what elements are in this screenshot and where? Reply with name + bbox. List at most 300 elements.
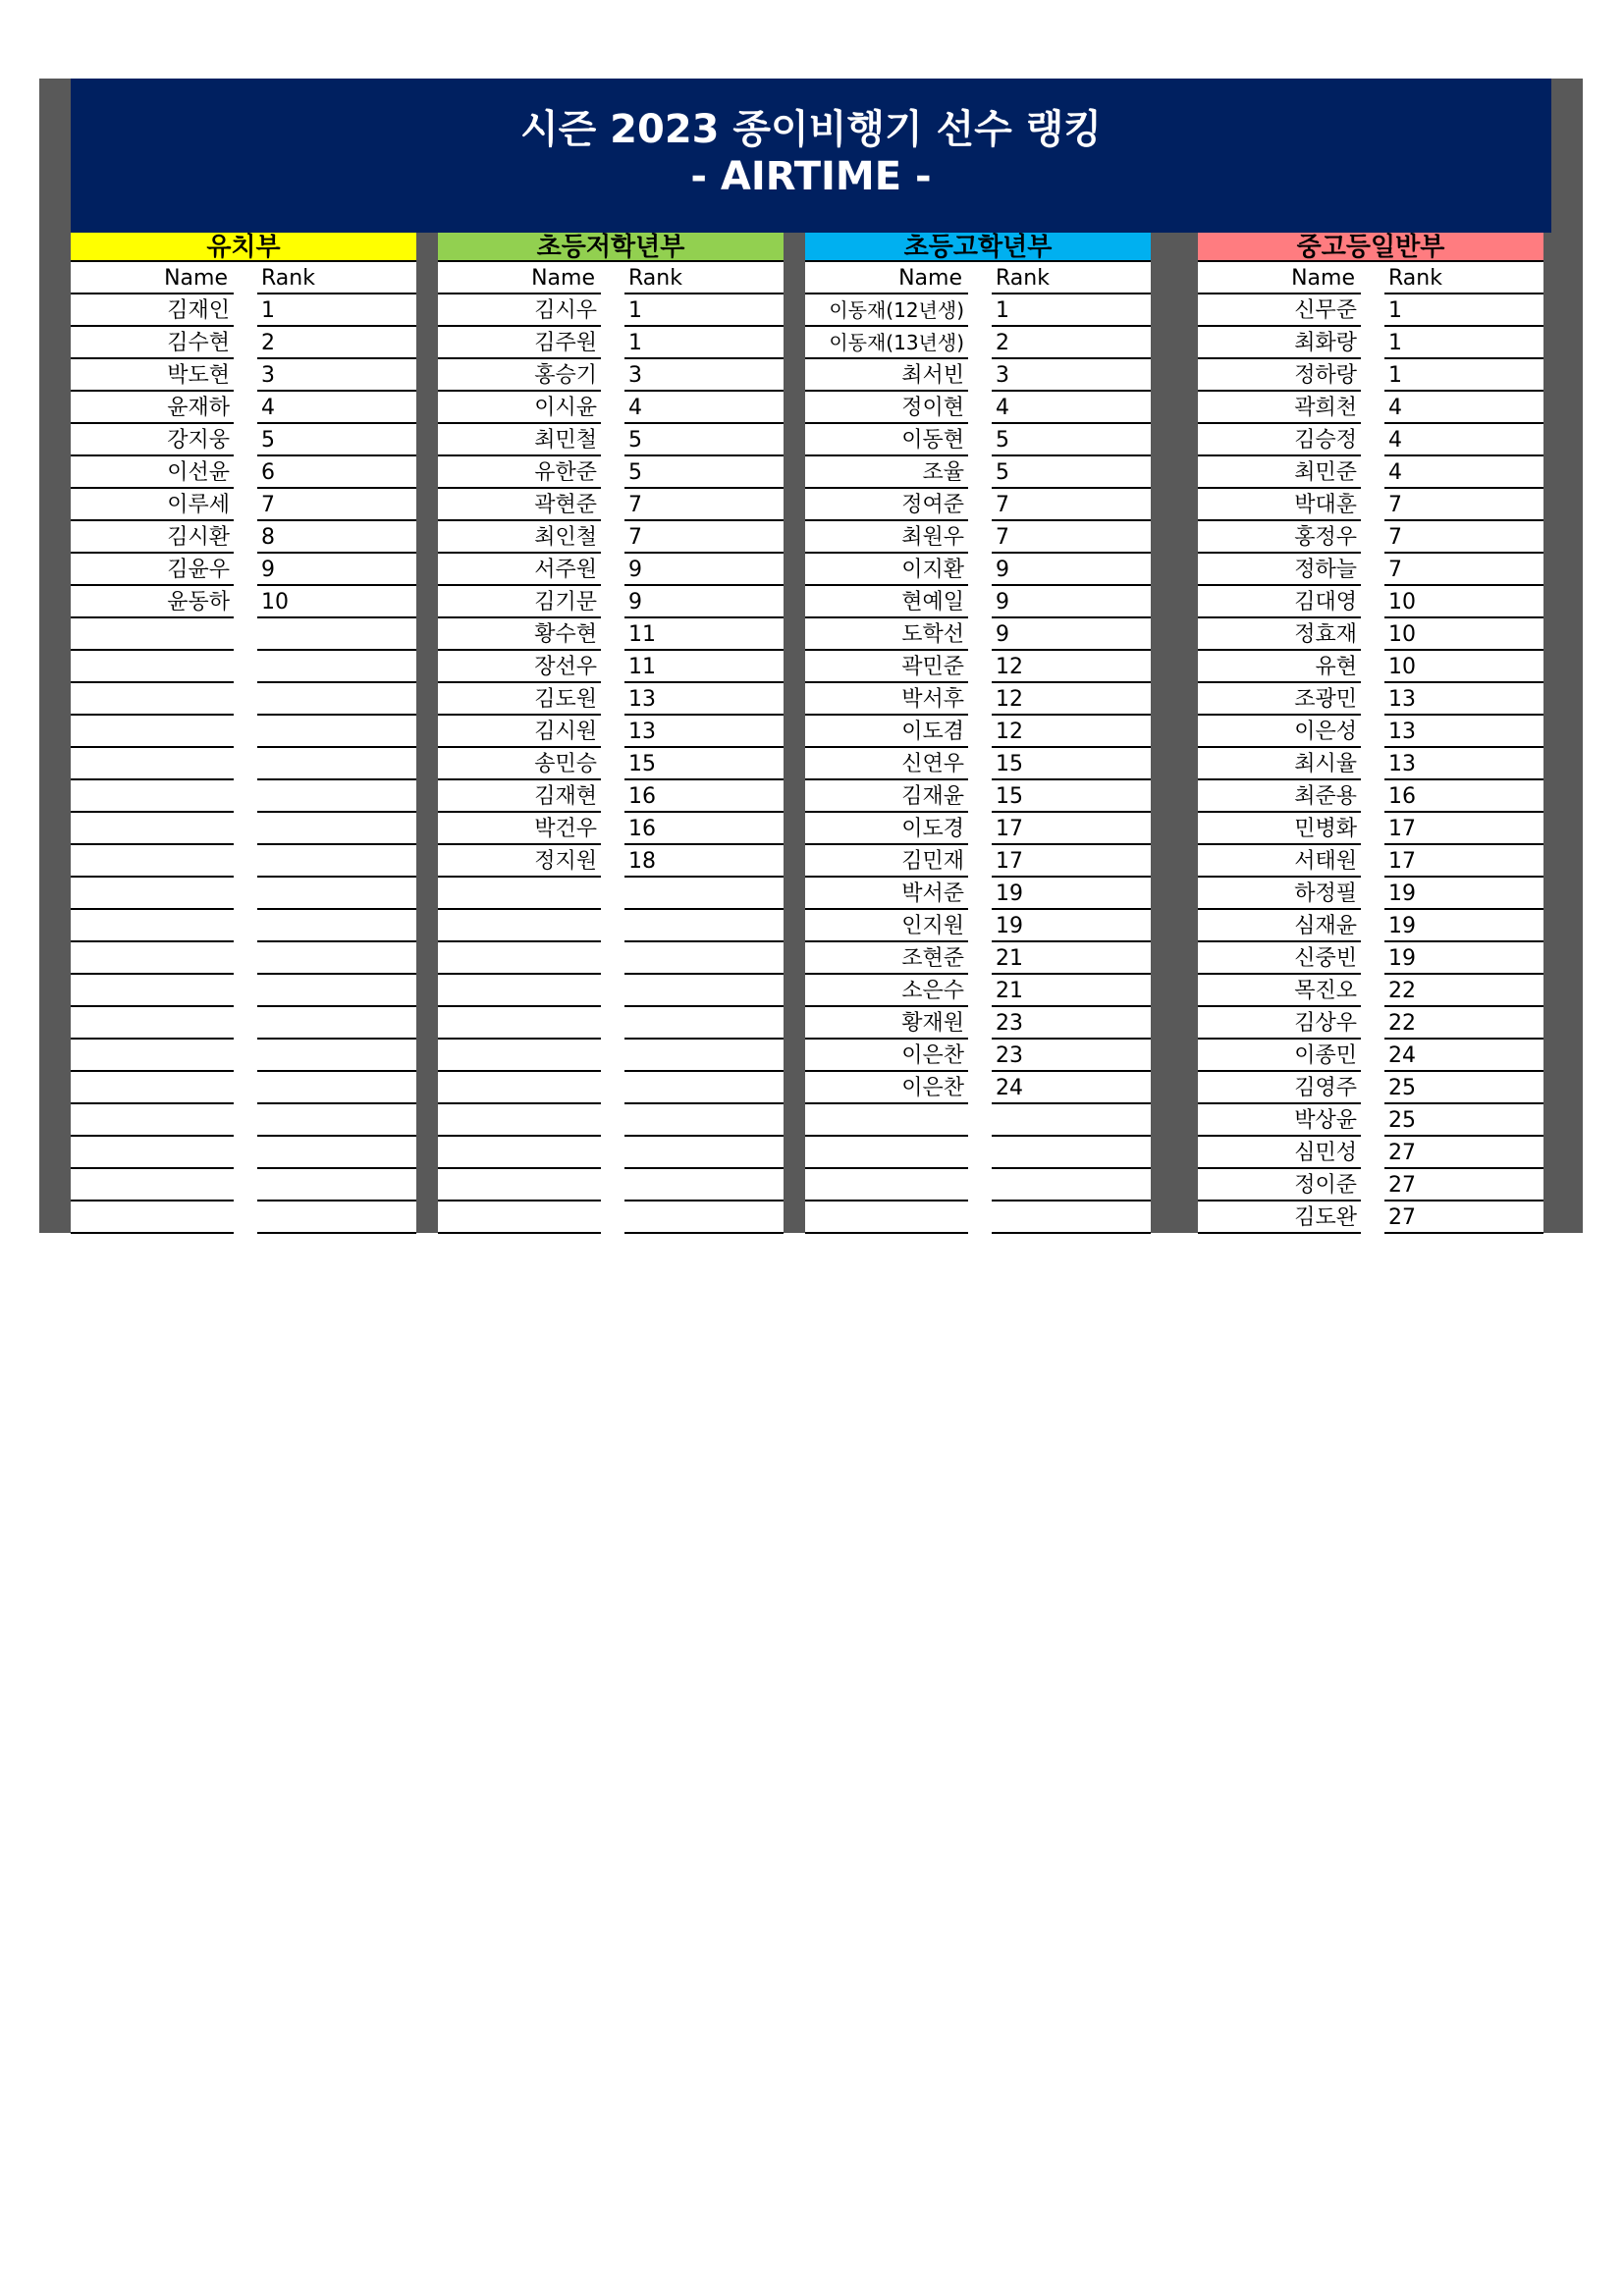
rank-column-header: Rank [1384, 262, 1543, 294]
division-header: 초등저학년부 [438, 233, 784, 262]
title-banner [71, 79, 1551, 233]
name-column-header: Name [1198, 262, 1361, 294]
player-name: 서주원 [438, 554, 601, 586]
player-rank: 10 [257, 586, 416, 618]
player-name: 김상우 [1198, 1007, 1361, 1040]
player-rank: 1 [992, 294, 1151, 327]
player-name: 신중빈 [1198, 942, 1361, 975]
player-name [71, 845, 234, 878]
ranking-row [1198, 554, 1543, 586]
ranking-row [805, 651, 1151, 683]
player-rank: 27 [1384, 1201, 1543, 1234]
player-name: 김기문 [438, 586, 601, 618]
player-rank: 2 [992, 327, 1151, 359]
player-rank: 7 [1384, 489, 1543, 521]
player-name: 최원우 [805, 521, 968, 554]
player-rank: 18 [624, 845, 784, 878]
column-subheader [1198, 262, 1543, 294]
ranking-row [1198, 618, 1543, 651]
player-name: 최민준 [1198, 456, 1361, 489]
player-rank [624, 1007, 784, 1040]
player-rank [257, 1201, 416, 1234]
player-name: 심민성 [1198, 1137, 1361, 1169]
player-rank: 6 [257, 456, 416, 489]
player-rank: 5 [624, 456, 784, 489]
player-rank [992, 1169, 1151, 1201]
player-rank: 11 [624, 618, 784, 651]
player-name: 신무준 [1198, 294, 1361, 327]
player-rank: 24 [992, 1072, 1151, 1104]
ranking-row [71, 716, 416, 748]
ranking-row [438, 1072, 784, 1104]
player-name: 목진오 [1198, 975, 1361, 1007]
player-rank: 7 [1384, 521, 1543, 554]
player-rank: 22 [1384, 975, 1543, 1007]
ranking-row [71, 683, 416, 716]
player-name: 유현 [1198, 651, 1361, 683]
division-column [805, 233, 1151, 1233]
player-name: 김윤우 [71, 554, 234, 586]
ranking-row [71, 845, 416, 878]
ranking-row [71, 942, 416, 975]
ranking-row [805, 1040, 1151, 1072]
player-rank: 13 [1384, 683, 1543, 716]
player-rank: 25 [1384, 1104, 1543, 1137]
player-rank: 17 [992, 845, 1151, 878]
player-name [71, 1104, 234, 1137]
player-rank: 5 [624, 424, 784, 456]
player-name: 이동재(13년생) [805, 327, 968, 359]
player-name: 이은성 [1198, 716, 1361, 748]
ranking-row [805, 813, 1151, 845]
player-rank: 13 [1384, 748, 1543, 780]
player-rank: 9 [624, 586, 784, 618]
rank-column-header: Rank [257, 262, 416, 294]
player-rank [257, 942, 416, 975]
ranking-row [1198, 651, 1543, 683]
ranking-row [805, 748, 1151, 780]
player-rank: 9 [257, 554, 416, 586]
player-rank: 5 [992, 456, 1151, 489]
player-name: 곽희천 [1198, 392, 1361, 424]
ranking-row [1198, 586, 1543, 618]
ranking-row [438, 359, 784, 392]
player-rank [624, 1104, 784, 1137]
player-name [71, 878, 234, 910]
player-rank [992, 1137, 1151, 1169]
player-name: 김영주 [1198, 1072, 1361, 1104]
player-name: 이동현 [805, 424, 968, 456]
player-name: 황재원 [805, 1007, 968, 1040]
player-rank [992, 1104, 1151, 1137]
ranking-row [805, 489, 1151, 521]
player-name: 유한준 [438, 456, 601, 489]
player-name: 최화랑 [1198, 327, 1361, 359]
ranking-row [805, 618, 1151, 651]
ranking-row [1198, 1137, 1543, 1169]
column-subheader [71, 262, 416, 294]
player-name [438, 1169, 601, 1201]
ranking-row [1198, 1040, 1543, 1072]
player-rank: 10 [1384, 586, 1543, 618]
player-name: 정여준 [805, 489, 968, 521]
player-name: 김시환 [71, 521, 234, 554]
ranking-row [1198, 489, 1543, 521]
ranking-row [1198, 1007, 1543, 1040]
ranking-row [1198, 942, 1543, 975]
player-name: 조현준 [805, 942, 968, 975]
player-rank: 21 [992, 975, 1151, 1007]
ranking-row [71, 392, 416, 424]
player-rank: 3 [992, 359, 1151, 392]
player-name [438, 1104, 601, 1137]
player-rank [624, 1201, 784, 1234]
ranking-row [71, 1104, 416, 1137]
player-name: 박서준 [805, 878, 968, 910]
player-rank [257, 1040, 416, 1072]
ranking-row [71, 780, 416, 813]
ranking-row [438, 780, 784, 813]
player-name [805, 1104, 968, 1137]
ranking-row [71, 651, 416, 683]
player-rank: 23 [992, 1007, 1151, 1040]
player-name: 최서빈 [805, 359, 968, 392]
ranking-row [1198, 1104, 1543, 1137]
player-rank: 9 [992, 554, 1151, 586]
player-rank [257, 975, 416, 1007]
player-rank: 19 [1384, 942, 1543, 975]
division-column [71, 233, 416, 1233]
ranking-row [438, 489, 784, 521]
player-name: 이은찬 [805, 1040, 968, 1072]
ranking-row [1198, 327, 1543, 359]
ranking-row [805, 942, 1151, 975]
player-name: 정이현 [805, 392, 968, 424]
player-name: 정하랑 [1198, 359, 1361, 392]
ranking-row [438, 845, 784, 878]
ranking-row [805, 780, 1151, 813]
player-rank [257, 683, 416, 716]
player-rank: 13 [1384, 716, 1543, 748]
player-name: 김민재 [805, 845, 968, 878]
player-rank: 1 [1384, 294, 1543, 327]
player-rank: 15 [992, 748, 1151, 780]
ranking-row [438, 554, 784, 586]
ranking-row [1198, 748, 1543, 780]
player-rank: 3 [624, 359, 784, 392]
player-name: 박도현 [71, 359, 234, 392]
player-rank: 12 [992, 683, 1151, 716]
player-rank [257, 780, 416, 813]
ranking-row [805, 1137, 1151, 1169]
player-rank [624, 878, 784, 910]
ranking-row [1198, 975, 1543, 1007]
ranking-row [438, 1007, 784, 1040]
ranking-row [805, 845, 1151, 878]
player-name: 최준용 [1198, 780, 1361, 813]
player-name [71, 618, 234, 651]
player-rank: 16 [1384, 780, 1543, 813]
ranking-row [71, 294, 416, 327]
ranking-row [71, 748, 416, 780]
ranking-row [1198, 1072, 1543, 1104]
player-name [71, 942, 234, 975]
ranking-row [71, 521, 416, 554]
ranking-row [1198, 878, 1543, 910]
player-rank: 9 [992, 586, 1151, 618]
player-rank [257, 878, 416, 910]
ranking-row [805, 716, 1151, 748]
player-name [438, 1040, 601, 1072]
player-name [71, 1137, 234, 1169]
player-name [805, 1137, 968, 1169]
player-rank: 7 [624, 521, 784, 554]
player-rank: 16 [624, 780, 784, 813]
player-rank: 19 [1384, 910, 1543, 942]
ranking-row [71, 327, 416, 359]
player-name: 이선윤 [71, 456, 234, 489]
player-name: 윤재하 [71, 392, 234, 424]
player-rank [257, 845, 416, 878]
ranking-sheet [39, 79, 1583, 1233]
ranking-row [438, 1040, 784, 1072]
ranking-row [1198, 1169, 1543, 1201]
ranking-row [805, 975, 1151, 1007]
ranking-row [71, 1169, 416, 1201]
player-name [71, 780, 234, 813]
player-rank [257, 1169, 416, 1201]
page-title: 시즌 2023 종이비행기 선수 랭킹 [519, 107, 1103, 152]
player-name [71, 1007, 234, 1040]
player-rank: 12 [992, 716, 1151, 748]
ranking-row [1198, 716, 1543, 748]
player-name: 최인철 [438, 521, 601, 554]
ranking-row [438, 618, 784, 651]
ranking-row [805, 1072, 1151, 1104]
player-rank: 7 [257, 489, 416, 521]
player-name: 홍승기 [438, 359, 601, 392]
player-name: 강지웅 [71, 424, 234, 456]
player-name: 최민철 [438, 424, 601, 456]
player-name: 박대훈 [1198, 489, 1361, 521]
player-name [438, 878, 601, 910]
player-name: 심재윤 [1198, 910, 1361, 942]
ranking-row [1198, 424, 1543, 456]
page-subtitle: - AIRTIME - [690, 154, 932, 199]
player-name [438, 1201, 601, 1234]
player-name [438, 910, 601, 942]
player-name: 서태원 [1198, 845, 1361, 878]
ranking-row [71, 1007, 416, 1040]
player-name: 김승정 [1198, 424, 1361, 456]
division-header: 중고등일반부 [1198, 233, 1543, 262]
player-name [438, 942, 601, 975]
ranking-row [438, 392, 784, 424]
ranking-row [1198, 683, 1543, 716]
player-rank: 13 [624, 716, 784, 748]
player-rank: 17 [1384, 813, 1543, 845]
player-name [71, 910, 234, 942]
ranking-row [71, 586, 416, 618]
player-rank: 1 [1384, 327, 1543, 359]
player-rank [624, 975, 784, 1007]
player-name [71, 748, 234, 780]
ranking-row [71, 975, 416, 1007]
player-name: 이시윤 [438, 392, 601, 424]
player-name: 김시우 [438, 294, 601, 327]
ranking-row [71, 456, 416, 489]
player-rank: 11 [624, 651, 784, 683]
player-name [71, 716, 234, 748]
ranking-row [1198, 294, 1543, 327]
column-subheader [438, 262, 784, 294]
ranking-row [1198, 521, 1543, 554]
ranking-row [1198, 1201, 1543, 1234]
player-rank [624, 1169, 784, 1201]
ranking-row [438, 1201, 784, 1234]
ranking-row [438, 1104, 784, 1137]
ranking-row [438, 910, 784, 942]
player-name: 신연우 [805, 748, 968, 780]
player-name: 이도경 [805, 813, 968, 845]
player-rank: 9 [624, 554, 784, 586]
player-name: 이동재(12년생) [805, 294, 968, 327]
ranking-row [1198, 845, 1543, 878]
player-rank [992, 1201, 1151, 1234]
player-rank: 21 [992, 942, 1151, 975]
player-rank: 15 [992, 780, 1151, 813]
player-name: 조광민 [1198, 683, 1361, 716]
player-rank [257, 813, 416, 845]
player-name: 김주원 [438, 327, 601, 359]
ranking-row [805, 554, 1151, 586]
player-rank [624, 1040, 784, 1072]
ranking-row [805, 586, 1151, 618]
player-name: 민병화 [1198, 813, 1361, 845]
player-rank: 17 [992, 813, 1151, 845]
player-name: 박서후 [805, 683, 968, 716]
player-rank: 4 [624, 392, 784, 424]
player-rank: 25 [1384, 1072, 1543, 1104]
player-rank [257, 1007, 416, 1040]
player-name: 정하늘 [1198, 554, 1361, 586]
ranking-row [805, 359, 1151, 392]
player-rank: 27 [1384, 1169, 1543, 1201]
player-rank: 17 [1384, 845, 1543, 878]
player-rank: 7 [992, 489, 1151, 521]
player-rank: 4 [1384, 392, 1543, 424]
division-header: 유치부 [71, 233, 416, 262]
player-name: 장선우 [438, 651, 601, 683]
player-name: 김도완 [1198, 1201, 1361, 1234]
player-rank: 22 [1384, 1007, 1543, 1040]
ranking-row [438, 1137, 784, 1169]
ranking-row [438, 942, 784, 975]
player-rank: 19 [992, 878, 1151, 910]
player-rank: 5 [992, 424, 1151, 456]
ranking-row [438, 975, 784, 1007]
ranking-row [71, 910, 416, 942]
player-name: 정지원 [438, 845, 601, 878]
player-rank: 2 [257, 327, 416, 359]
ranking-row [71, 359, 416, 392]
ranking-row [438, 651, 784, 683]
ranking-row [805, 424, 1151, 456]
player-rank: 4 [257, 392, 416, 424]
player-name: 최시율 [1198, 748, 1361, 780]
player-name: 이은찬 [805, 1072, 968, 1104]
ranking-row [438, 878, 784, 910]
player-name: 이종민 [1198, 1040, 1361, 1072]
player-name: 김시원 [438, 716, 601, 748]
player-rank: 27 [1384, 1137, 1543, 1169]
name-column-header: Name [71, 262, 234, 294]
player-name [438, 975, 601, 1007]
ranking-row [805, 878, 1151, 910]
player-name: 박건우 [438, 813, 601, 845]
rank-column-header: Rank [624, 262, 784, 294]
player-name: 김대영 [1198, 586, 1361, 618]
player-rank: 4 [1384, 424, 1543, 456]
player-rank [257, 1104, 416, 1137]
player-name: 이도겸 [805, 716, 968, 748]
player-name [805, 1201, 968, 1234]
player-name: 정이준 [1198, 1169, 1361, 1201]
player-name: 이지환 [805, 554, 968, 586]
player-rank: 5 [257, 424, 416, 456]
player-name [71, 813, 234, 845]
ranking-row [438, 294, 784, 327]
player-rank [257, 748, 416, 780]
ranking-row [71, 1201, 416, 1234]
ranking-row [71, 1040, 416, 1072]
player-rank [257, 1072, 416, 1104]
ranking-row [1198, 813, 1543, 845]
ranking-row [71, 1072, 416, 1104]
player-rank [257, 910, 416, 942]
player-name: 소은수 [805, 975, 968, 1007]
ranking-row [805, 294, 1151, 327]
ranking-row [1198, 780, 1543, 813]
player-rank: 15 [624, 748, 784, 780]
player-name: 하정필 [1198, 878, 1361, 910]
ranking-row [71, 1137, 416, 1169]
ranking-row [805, 521, 1151, 554]
player-rank: 1 [624, 294, 784, 327]
player-name: 김수현 [71, 327, 234, 359]
player-rank: 19 [992, 910, 1151, 942]
player-rank: 1 [1384, 359, 1543, 392]
player-name [71, 683, 234, 716]
player-name: 곽민준 [805, 651, 968, 683]
player-rank: 24 [1384, 1040, 1543, 1072]
player-name [71, 1169, 234, 1201]
ranking-row [71, 813, 416, 845]
player-name: 윤동하 [71, 586, 234, 618]
player-rank [624, 1137, 784, 1169]
ranking-row [438, 813, 784, 845]
player-name [71, 651, 234, 683]
player-rank: 4 [1384, 456, 1543, 489]
player-name [438, 1137, 601, 1169]
ranking-row [805, 1201, 1151, 1234]
ranking-row [805, 910, 1151, 942]
player-name: 조율 [805, 456, 968, 489]
player-rank: 1 [624, 327, 784, 359]
player-name: 김도원 [438, 683, 601, 716]
player-rank: 4 [992, 392, 1151, 424]
player-name [71, 1201, 234, 1234]
